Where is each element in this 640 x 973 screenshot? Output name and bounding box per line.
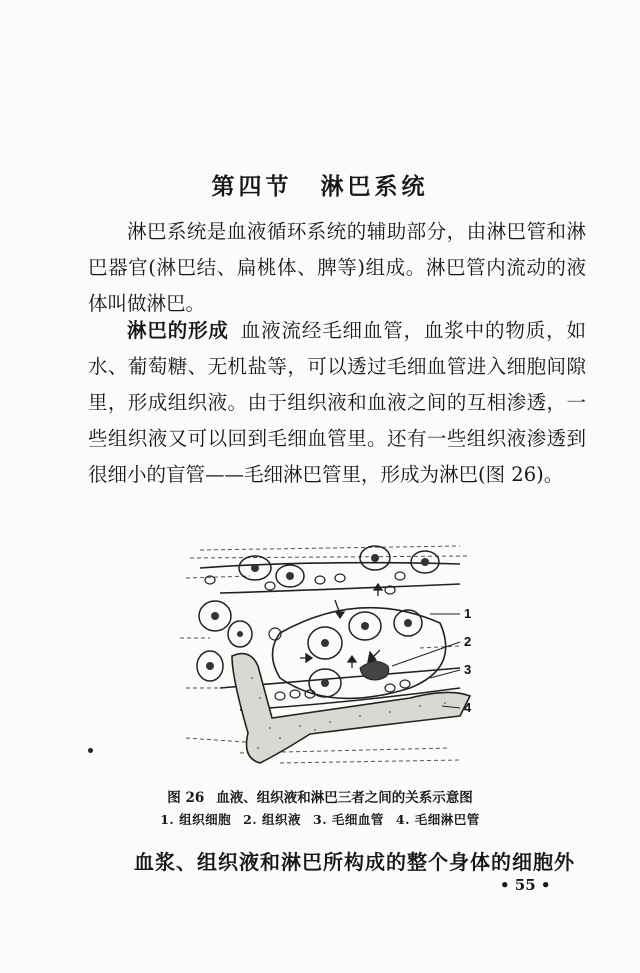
figure-caption [0, 786, 640, 806]
figure-number: 图 26 [167, 790, 205, 806]
figure-legend [0, 810, 640, 828]
paragraph-body: 血液流经毛细血管，血浆中的物质，如水、葡萄糖、无机盐等，可以透过毛细血管进入细胞间隙里，形成组织液。由于组织液和血液之间的互相渗透，一些组织液又可以回到毛细血管里。还有一些组织液渗透到很细小的盲管——毛细淋巴管里，形成为淋巴(图 26)。 [88, 319, 586, 486]
page-number: • 55 • [500, 876, 551, 894]
closing-line: 血浆、组织液和淋巴所构成的整个身体的细胞外 [134, 850, 575, 874]
legend-item: 3. 毛细血管 [313, 812, 384, 827]
section-heading: 淋巴系统 [320, 173, 429, 200]
legend-item: 4. 毛细淋巴管 [395, 812, 480, 827]
callout-4: 4 [464, 700, 472, 715]
section-number: 第四节 [211, 173, 293, 200]
legend-item: 2. 组织液 [243, 812, 301, 827]
callout-3: 3 [464, 662, 472, 677]
callout-2: 2 [464, 634, 472, 649]
paragraph-lymph-system: 淋巴系统是血液循环系统的辅助部分，由淋巴管和淋巴器官(淋巴结、扁桃体、脾等)组成。淋巴管内流动的液体叫做淋巴。 [88, 220, 586, 315]
tissue-diagram [160, 538, 500, 778]
section-title [0, 168, 640, 201]
paragraph-lymph-formation [88, 313, 586, 493]
figure-26-illustration [160, 538, 500, 778]
legend-item: 1. 组织细胞 [160, 812, 232, 827]
figure-caption-text: 血液、组织液和淋巴三者之间的关系示意图 [216, 790, 473, 806]
paragraph-lead: 淋巴的形成 [127, 319, 229, 342]
callout-1: 1 [464, 606, 472, 621]
margin-mark [88, 748, 93, 753]
